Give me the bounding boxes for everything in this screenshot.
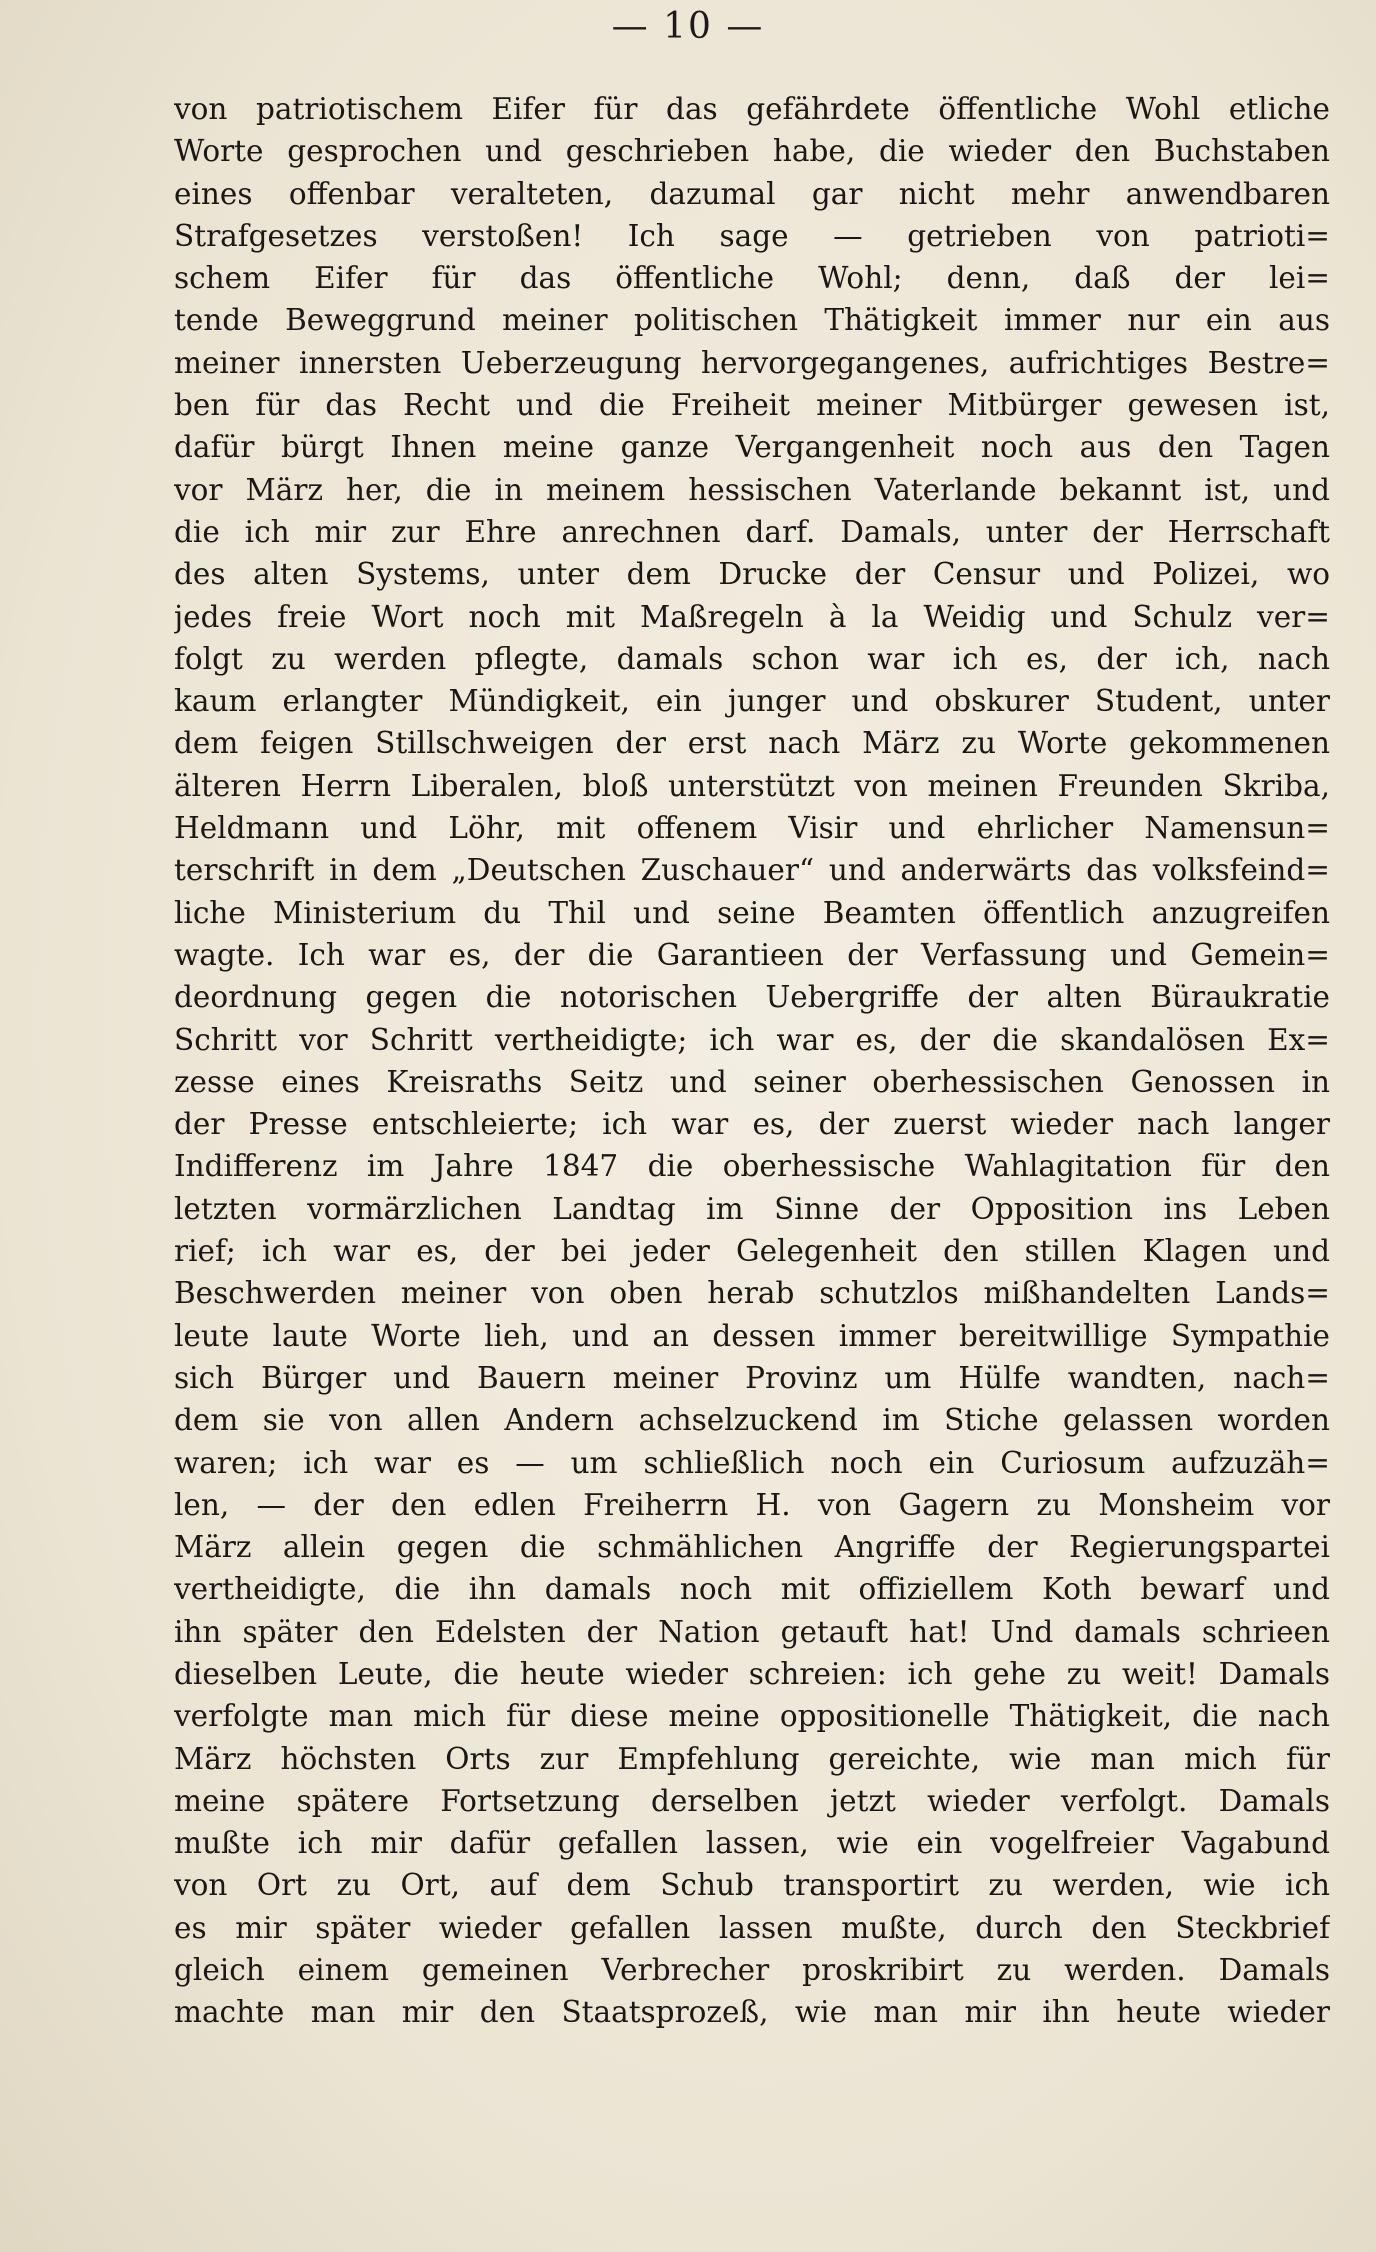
text-line: zesse eines Kreisraths Seitz und seiner oberhessischen Genossen in [174,1064,1330,1099]
text-line: meine spätere Fortsetzung derselben jetzt wieder verfolgt. Damals [174,1783,1330,1818]
text-line: Strafgesetzes verstoßen! Ich sage — getrieben von patrioti= [174,218,1330,253]
text-line: letzten vormärzlichen Landtag im Sinne der Opposition ins Leben [174,1191,1330,1226]
text-line: gleich einem gemeinen Verbrecher proskribirt zu werden. Damals [174,1953,1330,1988]
text-line: der Presse entschleierte; ich war es, der zuerst wieder nach langer [174,1107,1330,1142]
text-line: terschrift in dem „Deutschen Zuschauer“ und anderwärts das volksfeind= [174,853,1330,888]
text-line: waren; ich war es — um schließlich noch ein Curiosum aufzuzäh= [174,1445,1330,1480]
text-line: len, — der den edlen Freiherrn H. von Gagern zu Monsheim vor [174,1487,1330,1522]
text-line: rief; ich war es, der bei jeder Gelegenheit den stillen Klagen und [174,1234,1330,1269]
text-line: Schritt vor Schritt vertheidigte; ich war es, der die skandalösen Ex= [174,1022,1330,1057]
text-line: von Ort zu Ort, auf dem Schub transportirt zu werden, wie ich [174,1868,1330,1903]
text-line: ben für das Recht und die Freiheit meiner Mitbürger gewesen ist, [174,388,1330,423]
body-text [174,88,1330,2034]
text-line: eines offenbar veralteten, dazumal gar nicht mehr anwendbaren [174,176,1330,211]
text-line: Worte gesprochen und geschrieben habe, die wieder den Buchstaben [174,134,1330,169]
text-line: deordnung gegen die notorischen Uebergriffe der alten Büraukratie [174,980,1330,1015]
text-line: März allein gegen die schmählichen Angriffe der Regierungspartei [174,1530,1330,1565]
text-line: die ich mir zur Ehre anrechnen darf. Damals, unter der Herrschaft [174,514,1330,549]
text-line: es mir später wieder gefallen lassen mußte, durch den Steckbrief [174,1910,1330,1945]
text-line: ihn später den Edelsten der Nation getauft hat! Und damals schrieen [174,1614,1330,1649]
text-line: vor März her, die in meinem hessischen Vaterlande bekannt ist, und [174,472,1330,507]
text-line: mußte ich mir dafür gefallen lassen, wie ein vogelfreier Vagabund [174,1826,1330,1861]
text-line: leute laute Worte lieh, und an dessen immer bereitwillige Sympathie [174,1318,1330,1353]
text-line: März höchsten Orts zur Empfehlung gereichte, wie man mich für [174,1741,1330,1776]
text-line: von patriotischem Eifer für das gefährdete öffentliche Wohl etliche [174,92,1330,126]
text-line: wagte. Ich war es, der die Garantieen der Verfassung und Gemein= [174,937,1330,972]
text-line: jedes freie Wort noch mit Maßregeln à la Weidig und Schulz ver= [174,599,1330,634]
text-line: dem sie von allen Andern achselzuckend im Stiche gelassen worden [174,1403,1330,1438]
text-line: folgt zu werden pflegte, damals schon war ich es, der ich, nach [174,641,1330,676]
page-number: — 10 — [611,6,765,47]
text-line: sich Bürger und Bauern meiner Provinz um Hülfe wandten, nach= [174,1360,1330,1395]
text-line: vertheidigte, die ihn damals noch mit offiziellem Koth bewarf und [174,1572,1330,1607]
text-line: meiner innersten Ueberzeugung hervorgegangenes, aufrichtiges Bestre= [174,345,1330,380]
text-line: kaum erlangter Mündigkeit, ein junger und obskurer Student, unter [174,684,1330,719]
text-line: des alten Systems, unter dem Drucke der Censur und Polizei, wo [174,557,1330,592]
text-line: liche Ministerium du Thil und seine Beamten öffentlich anzugreifen [174,895,1330,930]
text-line: tende Beweggrund meiner politischen Thätigkeit immer nur ein aus [174,303,1330,338]
text-line: dem feigen Stillschweigen der erst nach März zu Worte gekommenen [174,726,1330,761]
text-line: Heldmann und Löhr, mit offenem Visir und ehrlicher Namensun= [174,811,1330,846]
text-line: dieselben Leute, die heute wieder schreien: ich gehe zu weit! Damals [174,1656,1330,1691]
text-line: machte man mir den Staatsprozeß, wie man mir ihn heute wieder [174,1995,1330,2030]
text-line: verfolgte man mich für diese meine oppositionelle Thätigkeit, die nach [174,1699,1330,1734]
text-line: älteren Herrn Liberalen, bloß unterstützt von meinen Freunden Skriba, [174,768,1330,803]
text-line: Indifferenz im Jahre 1847 die oberhessische Wahlagitation für den [174,1149,1330,1184]
text-line: Beschwerden meiner von oben herab schutzlos mißhandelten Lands= [174,1276,1330,1311]
text-line: dafür bürgt Ihnen meine ganze Vergangenheit noch aus den Tagen [174,430,1330,465]
text-line: schem Eifer für das öffentliche Wohl; denn, daß der lei= [174,261,1330,296]
